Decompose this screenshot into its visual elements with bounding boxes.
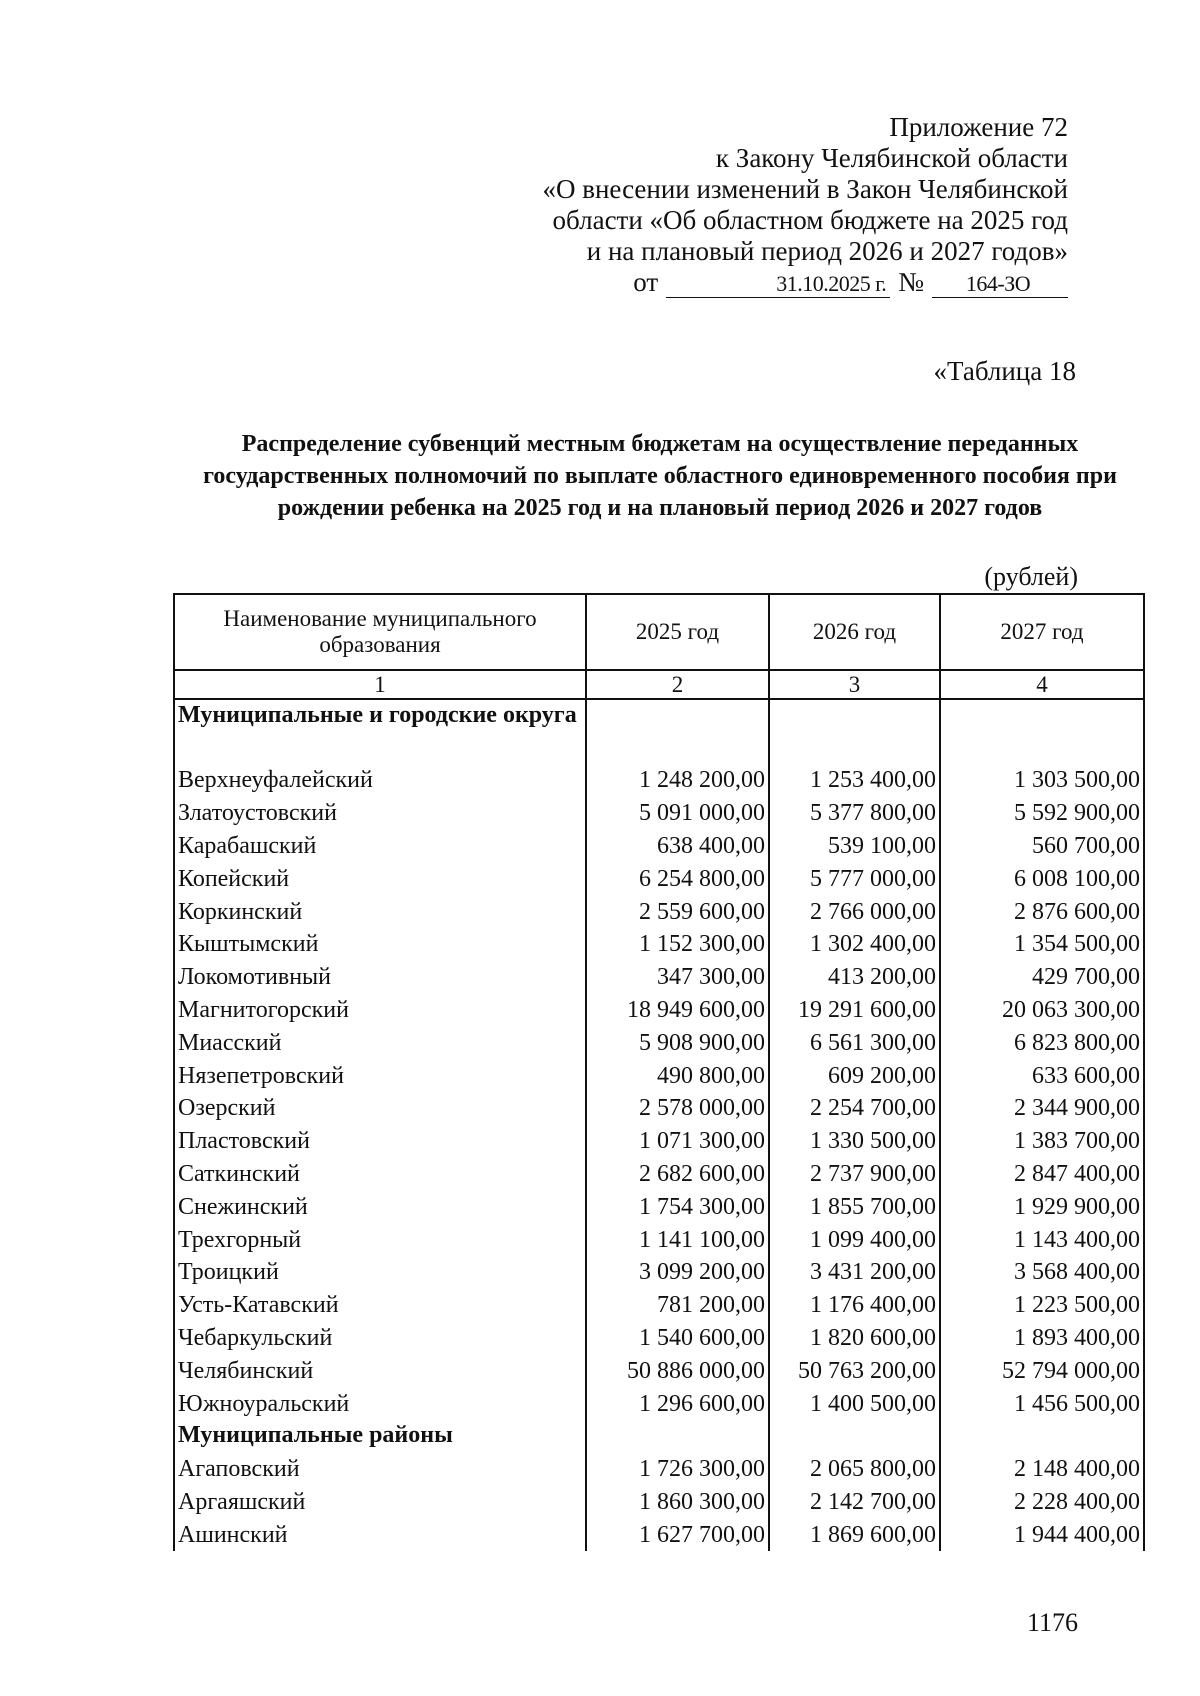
amount-cell: 50 763 200,00 <box>769 1354 940 1387</box>
municipality-name: Кыштымский <box>174 928 586 961</box>
amount-cell: 6 254 800,00 <box>586 862 769 895</box>
amount-cell: 5 091 000,00 <box>586 797 769 830</box>
header-line: Приложение 72 <box>889 112 1068 142</box>
section-row <box>174 1420 1144 1453</box>
municipality-name: Троицкий <box>174 1256 586 1289</box>
table-row <box>174 1289 1144 1322</box>
table-row <box>174 1125 1144 1158</box>
amount-cell: 560 700,00 <box>940 830 1144 863</box>
amount-cell: 1 400 500,00 <box>769 1387 940 1420</box>
amount-cell: 609 200,00 <box>769 1059 940 1092</box>
amount-cell: 1 627 700,00 <box>586 1518 769 1551</box>
section-title: Муниципальные и городские округа <box>174 699 586 764</box>
amount-cell: 347 300,00 <box>586 961 769 994</box>
municipality-name: Озерский <box>174 1092 586 1125</box>
amount-cell: 2 847 400,00 <box>940 1158 1144 1191</box>
amount-cell: 2 065 800,00 <box>769 1453 940 1486</box>
empty-cell <box>769 699 940 764</box>
amount-cell: 633 600,00 <box>940 1059 1144 1092</box>
amount-cell: 1 383 700,00 <box>940 1125 1144 1158</box>
document-header <box>542 112 1068 298</box>
amount-cell: 2 344 900,00 <box>940 1092 1144 1125</box>
column-header: 2026 год <box>769 594 940 670</box>
amount-cell: 1 152 300,00 <box>586 928 769 961</box>
table-row <box>174 862 1144 895</box>
column-number: 4 <box>940 670 1144 699</box>
table-row <box>174 1190 1144 1223</box>
amount-cell: 1 296 600,00 <box>586 1387 769 1420</box>
amount-cell: 5 908 900,00 <box>586 1026 769 1059</box>
amount-cell: 429 700,00 <box>940 961 1144 994</box>
amount-cell: 6 008 100,00 <box>940 862 1144 895</box>
table-row <box>174 1518 1144 1551</box>
municipality-name: Усть-Катавский <box>174 1289 586 1322</box>
amount-cell: 6 561 300,00 <box>769 1026 940 1059</box>
municipality-name: Челябинский <box>174 1354 586 1387</box>
municipality-name: Златоустовский <box>174 797 586 830</box>
table-row <box>174 895 1144 928</box>
header-line: к Закону Челябинской области <box>715 143 1068 173</box>
amount-cell: 413 200,00 <box>769 961 940 994</box>
amount-cell: 1 944 400,00 <box>940 1518 1144 1551</box>
municipality-name: Коркинский <box>174 895 586 928</box>
municipality-name: Южноуральский <box>174 1387 586 1420</box>
amount-cell: 1 869 600,00 <box>769 1518 940 1551</box>
section-row <box>174 699 1144 764</box>
amount-cell: 2 578 000,00 <box>586 1092 769 1125</box>
column-header: 2027 год <box>940 594 1144 670</box>
table-row <box>174 1354 1144 1387</box>
municipality-name: Трехгорный <box>174 1223 586 1256</box>
table-body <box>174 699 1144 1551</box>
amount-cell: 1 540 600,00 <box>586 1322 769 1355</box>
municipality-name: Агаповский <box>174 1453 586 1486</box>
column-header: 2025 год <box>586 594 769 670</box>
column-number: 2 <box>586 670 769 699</box>
amount-cell: 1 143 400,00 <box>940 1223 1144 1256</box>
amount-cell: 1 141 100,00 <box>586 1223 769 1256</box>
amount-cell: 3 099 200,00 <box>586 1256 769 1289</box>
amount-cell: 1 456 500,00 <box>940 1387 1144 1420</box>
amount-cell: 638 400,00 <box>586 830 769 863</box>
amount-cell: 1 253 400,00 <box>769 764 940 797</box>
municipality-name: Нязепетровский <box>174 1059 586 1092</box>
amount-cell: 19 291 600,00 <box>769 994 940 1027</box>
table-label: «Таблица 18 <box>933 356 1076 386</box>
amount-cell: 1 303 500,00 <box>940 764 1144 797</box>
header-line: области «Об областном бюджете на 2025 год <box>552 205 1068 235</box>
law-date-line <box>542 267 1068 298</box>
column-header: Наименование муниципального образования <box>174 594 586 670</box>
amount-cell: 1 860 300,00 <box>586 1486 769 1519</box>
amount-cell: 50 886 000,00 <box>586 1354 769 1387</box>
document-title: Распределение субвенций местным бюджетам на осуществление переданных государственных полномочий по выплате областного единовременного пособия при рождении ребенка на 2025 год и на плановый период 2026 и 2027 годов <box>203 431 1117 521</box>
amount-cell: 2 737 900,00 <box>769 1158 940 1191</box>
column-number: 3 <box>769 670 940 699</box>
empty-cell <box>940 699 1144 764</box>
amount-cell: 1 726 300,00 <box>586 1453 769 1486</box>
table-row <box>174 1092 1144 1125</box>
table-row <box>174 830 1144 863</box>
page-number: 1176 <box>1026 1608 1078 1637</box>
empty-cell <box>769 1420 940 1453</box>
amount-cell: 1 820 600,00 <box>769 1322 940 1355</box>
amount-cell: 1 302 400,00 <box>769 928 940 961</box>
amount-cell: 1 330 500,00 <box>769 1125 940 1158</box>
subvention-table <box>173 593 1145 1551</box>
table-row <box>174 1453 1144 1486</box>
table-row <box>174 1223 1144 1256</box>
amount-cell: 2 148 400,00 <box>940 1453 1144 1486</box>
column-number-row <box>174 670 1144 699</box>
amount-cell: 490 800,00 <box>586 1059 769 1092</box>
amount-cell: 1 929 900,00 <box>940 1190 1144 1223</box>
amount-cell: 2 228 400,00 <box>940 1486 1144 1519</box>
table-row <box>174 1387 1144 1420</box>
municipality-name: Аргаяшский <box>174 1486 586 1519</box>
table-row <box>174 1322 1144 1355</box>
amount-cell: 1 754 300,00 <box>586 1190 769 1223</box>
date-prefix: от <box>633 267 659 297</box>
municipality-name: Локомотивный <box>174 961 586 994</box>
municipality-name: Карабашский <box>174 830 586 863</box>
municipality-name: Магнитогорский <box>174 994 586 1027</box>
table-row <box>174 1256 1144 1289</box>
law-number: 164-ЗО <box>932 271 1068 298</box>
table-header-row <box>174 594 1144 670</box>
amount-cell: 5 377 800,00 <box>769 797 940 830</box>
municipality-name: Саткинский <box>174 1158 586 1191</box>
municipality-name: Ашинский <box>174 1518 586 1551</box>
table-row <box>174 1158 1144 1191</box>
municipality-name: Пластовский <box>174 1125 586 1158</box>
amount-cell: 781 200,00 <box>586 1289 769 1322</box>
empty-cell <box>586 1420 769 1453</box>
header-line: и на плановый период 2026 и 2027 годов» <box>586 236 1068 266</box>
amount-cell: 2 142 700,00 <box>769 1486 940 1519</box>
municipality-name: Верхнеуфалейский <box>174 764 586 797</box>
amount-cell: 1 099 400,00 <box>769 1223 940 1256</box>
table-row <box>174 1026 1144 1059</box>
header-line: «О внесении изменений в Закон Челябинской <box>542 174 1068 204</box>
table-row <box>174 797 1144 830</box>
amount-cell: 5 592 900,00 <box>940 797 1144 830</box>
amount-cell: 5 777 000,00 <box>769 862 940 895</box>
amount-cell: 2 876 600,00 <box>940 895 1144 928</box>
amount-cell: 1 855 700,00 <box>769 1190 940 1223</box>
amount-cell: 2 254 700,00 <box>769 1092 940 1125</box>
table-row <box>174 961 1144 994</box>
amount-cell: 52 794 000,00 <box>940 1354 1144 1387</box>
empty-cell <box>940 1420 1144 1453</box>
table-row <box>174 764 1144 797</box>
amount-cell: 20 063 300,00 <box>940 994 1144 1027</box>
amount-cell: 2 682 600,00 <box>586 1158 769 1191</box>
table-row <box>174 928 1144 961</box>
municipality-name: Снежинский <box>174 1190 586 1223</box>
amount-cell: 1 248 200,00 <box>586 764 769 797</box>
table-row <box>174 1486 1144 1519</box>
empty-cell <box>586 699 769 764</box>
units-label: (рублей) <box>984 562 1078 591</box>
amount-cell: 1 176 400,00 <box>769 1289 940 1322</box>
amount-cell: 2 766 000,00 <box>769 895 940 928</box>
amount-cell: 3 431 200,00 <box>769 1256 940 1289</box>
amount-cell: 2 559 600,00 <box>586 895 769 928</box>
section-title: Муниципальные районы <box>174 1420 586 1453</box>
amount-cell: 1 223 500,00 <box>940 1289 1144 1322</box>
law-date: 31.10.2025 г. <box>666 271 890 298</box>
number-prefix: № <box>898 267 924 297</box>
amount-cell: 1 071 300,00 <box>586 1125 769 1158</box>
amount-cell: 6 823 800,00 <box>940 1026 1144 1059</box>
amount-cell: 1 354 500,00 <box>940 928 1144 961</box>
amount-cell: 3 568 400,00 <box>940 1256 1144 1289</box>
amount-cell: 1 893 400,00 <box>940 1322 1144 1355</box>
column-number: 1 <box>174 670 586 699</box>
amount-cell: 18 949 600,00 <box>586 994 769 1027</box>
municipality-name: Копейский <box>174 862 586 895</box>
table-row <box>174 1059 1144 1092</box>
municipality-name: Миасский <box>174 1026 586 1059</box>
amount-cell: 539 100,00 <box>769 830 940 863</box>
municipality-name: Чебаркульский <box>174 1322 586 1355</box>
table-row <box>174 994 1144 1027</box>
